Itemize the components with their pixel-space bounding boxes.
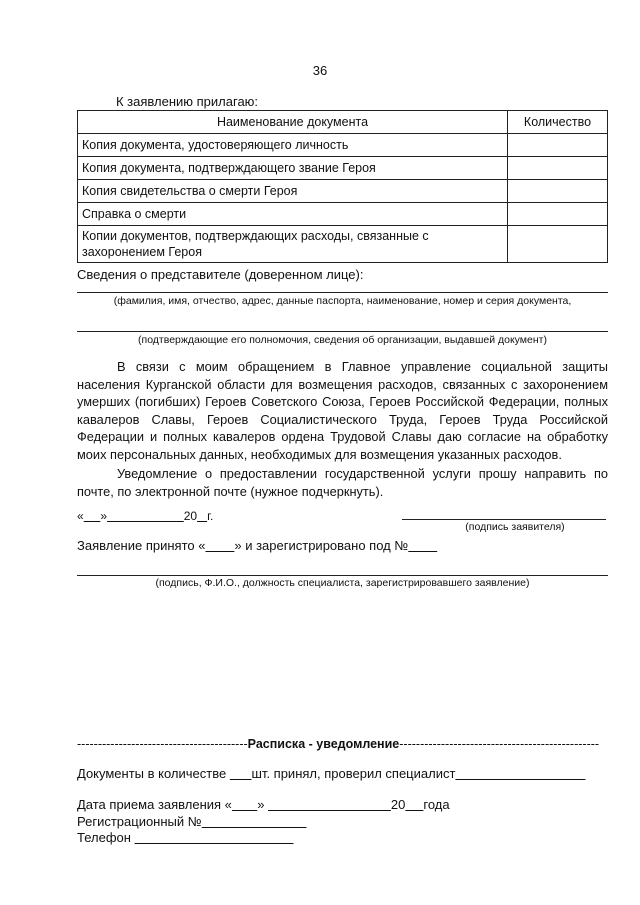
dashes-right: ------------------------------------------------	[399, 737, 600, 751]
acceptance-text-2: » и зарегистрировано под №	[234, 538, 409, 553]
year-blank[interactable]	[197, 509, 207, 523]
docs-text-1: Документы в количестве	[77, 766, 230, 781]
registration-label: Регистрационный №	[77, 814, 202, 829]
registration-number-blank[interactable]	[408, 538, 437, 553]
receipt-month-blank[interactable]	[268, 797, 391, 812]
representative-line-2[interactable]	[77, 331, 608, 332]
docs-text-2: шт. принял, проверил специалист	[251, 766, 456, 781]
phone-blank[interactable]	[135, 830, 294, 845]
applicant-signature-hint: (подпись заявителя)	[465, 521, 565, 533]
quantity-cell[interactable]	[508, 203, 608, 226]
date-text-2: »	[257, 797, 269, 812]
receipt-year-prefix: 20	[390, 797, 406, 812]
registration-number-line	[77, 814, 306, 829]
receipt-year-blank[interactable]	[405, 797, 423, 812]
column-header-document: Наименование документа	[78, 111, 508, 134]
date-text-1: Дата приема заявления «	[77, 797, 232, 812]
document-name: Справка о смерти	[78, 203, 508, 226]
document-name: Копия документа, подтверждающего звание Героя	[78, 157, 508, 180]
specialist-line[interactable]	[77, 575, 608, 576]
representative-label: Сведения о представителе (доверенном лице):	[77, 267, 364, 282]
year-prefix: 20	[183, 509, 198, 523]
dashes-left: -----------------------------------------	[77, 737, 248, 751]
column-header-quantity: Количество	[508, 111, 608, 134]
table-header-row	[78, 111, 608, 134]
page-number: 36	[312, 63, 328, 78]
document-name: Копия свидетельства о смерти Героя	[78, 180, 508, 203]
representative-line-1[interactable]	[77, 292, 608, 293]
consent-paragraph: В связи с моим обращением в Главное управление социальной защиты населения Курганской области для возмещения расходов, связанных с захоронением умерших (погибших) Героев Советского Союза, Героев Российской Федерации, полных кавалеров Славы, Героев Социалистического Труда, Героев Труда Российской Федерации и полных кавалеров ордена Трудовой Славы даю согласие на обработку моих персональных данных, необходимых для возмещения указанных расходов.	[77, 359, 608, 462]
acceptance-line	[77, 538, 437, 553]
notification-paragraph: Уведомление о предоставлении государственной услуги прошу направить по почте, по электронной почте (нужное подчеркнуть).	[77, 466, 608, 499]
specialist-hint: (подпись, Ф.И.О., должность специалиста, зарегистрировавшего заявление)	[155, 577, 530, 589]
quote-close: »	[100, 509, 108, 523]
table-row	[78, 226, 608, 263]
quantity-cell[interactable]	[508, 180, 608, 203]
registration-blank[interactable]	[202, 814, 307, 829]
acceptance-text-1: Заявление принято «	[77, 538, 206, 553]
day-blank[interactable]	[84, 509, 101, 523]
table-row	[78, 203, 608, 226]
phone-label: Телефон	[77, 830, 131, 845]
applicant-signature-line[interactable]	[402, 519, 606, 520]
phone-line	[77, 830, 293, 845]
attachments-table	[77, 110, 608, 263]
receipt-title-line	[77, 737, 608, 751]
quantity-cell[interactable]	[508, 134, 608, 157]
month-blank[interactable]	[107, 509, 184, 523]
receipt-day-blank[interactable]	[232, 797, 257, 812]
receipt-date-line	[77, 797, 450, 812]
quote-open: «	[77, 509, 84, 523]
document-name: Копии документов, подтверждающих расходы, связанные с захоронением Героя	[78, 226, 508, 263]
representative-hint-2: (подтверждающие его полномочия, сведения об организации, выдавшей документ)	[138, 334, 547, 346]
receipt-year-suffix: года	[423, 797, 450, 812]
year-suffix: г.	[207, 509, 214, 523]
document-name: Копия документа, удостоверяющего личность	[78, 134, 508, 157]
application-date	[77, 509, 213, 523]
quantity-cell[interactable]	[508, 226, 608, 263]
table-row	[78, 180, 608, 203]
table-row	[78, 134, 608, 157]
specialist-name-blank[interactable]	[455, 766, 585, 781]
quantity-cell[interactable]	[508, 157, 608, 180]
receipt-docs-line	[77, 766, 585, 781]
acceptance-date-blank[interactable]	[205, 538, 234, 553]
receipt-title: Расписка - уведомление	[247, 737, 400, 751]
table-row	[78, 157, 608, 180]
representative-hint-1: (фамилия, имя, отчество, адрес, данные паспорта, наименование, номер и серия документа,	[113, 295, 572, 307]
attachments-intro: К заявлению прилагаю:	[116, 94, 259, 109]
docs-count-blank[interactable]	[230, 766, 252, 781]
